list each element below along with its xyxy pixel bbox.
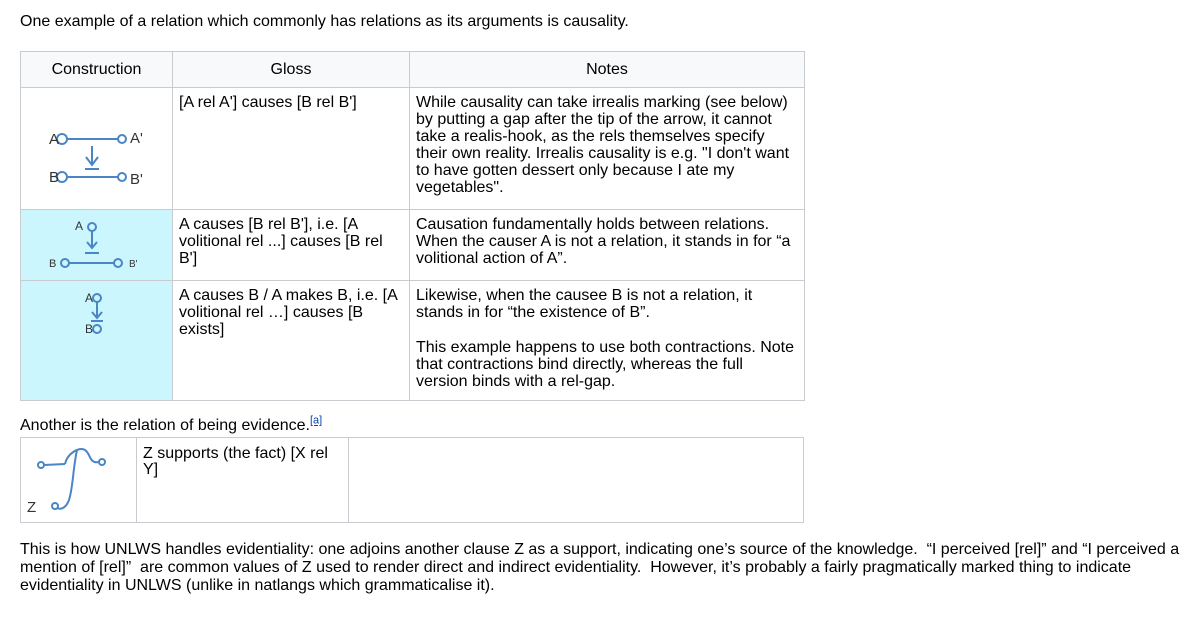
gloss-cell: A causes B / A makes B, i.e. [A volitional rel …] causes [B exists] [173,281,410,401]
note-text: This example happens to use both contractions. Note that contractions bind directly, whereas the full version binds with a rel-gap. [416,339,794,390]
evidence-table [20,437,804,523]
double-contraction-glyph [21,281,173,400]
intro-paragraph: One example of a relation which commonly has relations as its arguments is causality. [20,13,629,30]
evidence-glyph [21,438,137,522]
label-a: A [49,131,60,148]
causer-contraction-glyph [21,210,173,280]
label-b-prime: B' [129,259,138,270]
header-notes: Notes [410,52,805,88]
notes-cell [410,88,805,210]
header-gloss: Gloss [173,52,410,88]
footnote-link[interactable]: [a] [309,414,323,427]
evidence-intro-text: Another is the relation of being evidence. [20,417,310,434]
note-text: Likewise, when the causee B is not a relation, it stands in for “the existence of B”. [416,287,753,321]
notes-cell [349,438,804,523]
label-a: A [85,291,94,305]
table-row [21,281,805,401]
gloss-cell: [A rel A'] causes [B rel B'] [173,88,410,210]
label-a: A [75,219,84,233]
label-b-prime: B' [130,171,143,188]
causality-full-glyph [21,88,173,209]
table-row [21,210,805,281]
label-a-prime: A' [130,130,143,147]
construction-glyph-cell [21,281,173,401]
label-b: B [49,169,60,186]
evidence-glyph-cell [21,438,137,523]
gloss-cell: Z supports (the fact) [X rel Y] [137,438,349,523]
construction-glyph-cell [21,210,173,281]
gloss-cell: A causes [B rel B'], i.e. [A volitional rel ...] causes [B rel B'] [173,210,410,281]
table-row [21,88,805,210]
causality-table [20,51,805,401]
notes-cell [410,210,805,281]
label-b: B [85,322,94,336]
table-header-row [21,52,805,88]
table-row [21,438,804,523]
note-text: Causation fundamentally holds between relations. When the causer A is not a relation, it stands in for “a volitional action of A”. [416,216,791,267]
label-z: Z [27,499,37,516]
outro-paragraph: This is how UNLWS handles evidentiality: one adjoins another clause Z as a support, indicating one’s source of the knowledge. “I perceived [rel]” and “I perceived a mention of [rel]” are common values of Z used to render direct and indirect evidentiality. However, it’s probably a fairly pragmatically marked thing to indicate evidentiality in UNLWS (unlike in natlangs which grammaticalise it). [20,541,1184,594]
evidence-intro-paragraph [20,414,323,435]
note-text: While causality can take irrealis marking (see below) by putting a gap after the tip of the arrow, it cannot take a realis-hook, as the rels themselves specify their own reality. Irrealis causality is e.g. "I don't want to have gotten dessert only because I ate my vegetables". [416,94,790,196]
construction-glyph-cell [21,88,173,210]
label-b: B [49,258,57,270]
header-construction: Construction [21,52,173,88]
notes-cell [410,281,805,401]
